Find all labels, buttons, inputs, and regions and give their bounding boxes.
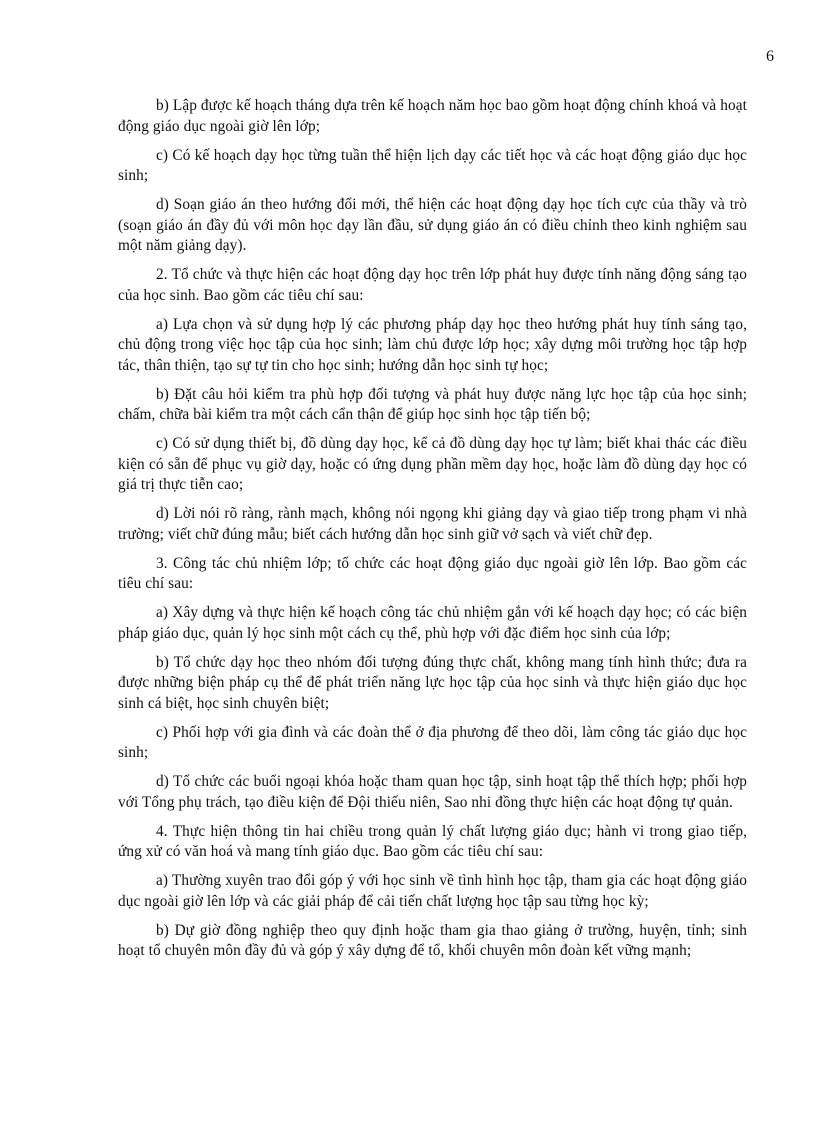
paragraph-b-monthly-plan: b) Lập được kế hoạch tháng dựa trên kế hoạch năm học bao gồm hoạt động chính khoá và hoạt động giáo dục ngoài giờ lên lớp;: [118, 97, 747, 135]
section-2-heading: 2. Tổ chức và thực hiện các hoạt động dạy học trên lớp phát huy được tính năng động sáng tạo của học sinh. Bao gồm các tiêu chí sau:: [118, 266, 747, 304]
page-number: 6: [766, 48, 774, 65]
paragraph-3d: d) Tổ chức các buổi ngoại khóa hoặc tham quan học tập, sinh hoạt tập thể thích hợp; phối hợp với Tổng phụ trách, tạo điều kiện để Đội thiếu niên, Sao nhi đồng thực hiện các hoạt động tự quản.: [118, 773, 747, 811]
paragraph-2b: b) Đặt câu hỏi kiểm tra phù hợp đối tượng và phát huy được năng lực học tập của học sinh; chấm, chữa bài kiểm tra một cách cẩn thận để giúp học sinh học tập tiến bộ;: [118, 385, 747, 423]
section-3-heading: 3. Công tác chủ nhiệm lớp; tổ chức các hoạt động giáo dục ngoài giờ lên lớp. Bao gồm các tiêu chí sau:: [118, 554, 747, 592]
paragraph-2a: a) Lựa chọn và sử dụng hợp lý các phương pháp dạy học theo hướng phát huy tính sáng tạo, chủ động trong việc học tập của học sinh; làm chủ được lớp học; xây dựng môi trường học tập hợp tác, thân thiện, tạo sự tự tin cho học sinh; hướng dẫn học sinh tự học;: [118, 315, 747, 374]
paragraph-2d: d) Lời nói rõ ràng, rành mạch, không nói ngọng khi giảng dạy và giao tiếp trong phạm vi nhà trường; viết chữ đúng mẫu; biết cách hướng dẫn học sinh giữ vở sạch và viết chữ đẹp.: [118, 505, 747, 543]
paragraph-3a: a) Xây dựng và thực hiện kế hoạch công tác chủ nhiệm gắn với kế hoạch dạy học; có các biện pháp giáo dục, quản lý học sinh một cách cụ thể, phù hợp với đặc điểm học sinh của lớp;: [118, 604, 747, 642]
paragraph-3c: c) Phối hợp với gia đình và các đoàn thể ở địa phương để theo dõi, làm công tác giáo dục học sinh;: [118, 723, 747, 761]
paragraph-2c: c) Có sử dụng thiết bị, đồ dùng dạy học, kể cả đồ dùng dạy học tự làm; biết khai thác các điều kiện có sẵn để phục vụ giờ dạy, hoặc có ứng dụng phần mềm dạy học, hoặc làm đồ dùng dạy học có giá trị thực tiễn cao;: [118, 435, 747, 493]
paragraph-3b: b) Tổ chức dạy học theo nhóm đối tượng đúng thực chất, không mang tính hình thức; đưa ra được những biện pháp cụ thể để phát triển năng lực học tập của học sinh và thực hiện giáo dục học sinh cá biệt, học sinh chuyên biệt;: [118, 653, 747, 712]
section-4-heading: 4. Thực hiện thông tin hai chiều trong quản lý chất lượng giáo dục; hành vi trong giao tiếp, ứng xử có văn hoá và mang tính giáo dục. Bao gồm các tiêu chí sau:: [118, 822, 747, 860]
paragraph-4b: b) Dự giờ đồng nghiệp theo quy định hoặc tham gia thao giảng ở trường, huyện, tỉnh; sinh hoạt tổ chuyên môn đầy đủ và góp ý xây dựng để tổ, khối chuyên môn đoàn kết vững mạnh;: [118, 921, 747, 959]
paragraph-4a: a) Thường xuyên trao đổi góp ý với học sinh về tình hình học tập, tham gia các hoạt động giáo dục ngoài giờ lên lớp và các giải pháp để cải tiến chất lượng học tập sau từng học kỳ;: [118, 872, 747, 910]
paragraph-c-weekly-plan: c) Có kế hoạch dạy học từng tuần thể hiện lịch dạy các tiết học và các hoạt động giáo dục học sinh;: [118, 146, 747, 184]
document-body: [118, 96, 747, 970]
paragraph-d-lesson-plans: d) Soạn giáo án theo hướng đổi mới, thể hiện các hoạt động dạy học tích cực của thầy và trò (soạn giáo án đầy đủ với môn học dạy lần đầu, sử dụng giáo án có điều chỉnh theo kinh nghiệm sau một năm giảng dạy).: [118, 196, 747, 254]
